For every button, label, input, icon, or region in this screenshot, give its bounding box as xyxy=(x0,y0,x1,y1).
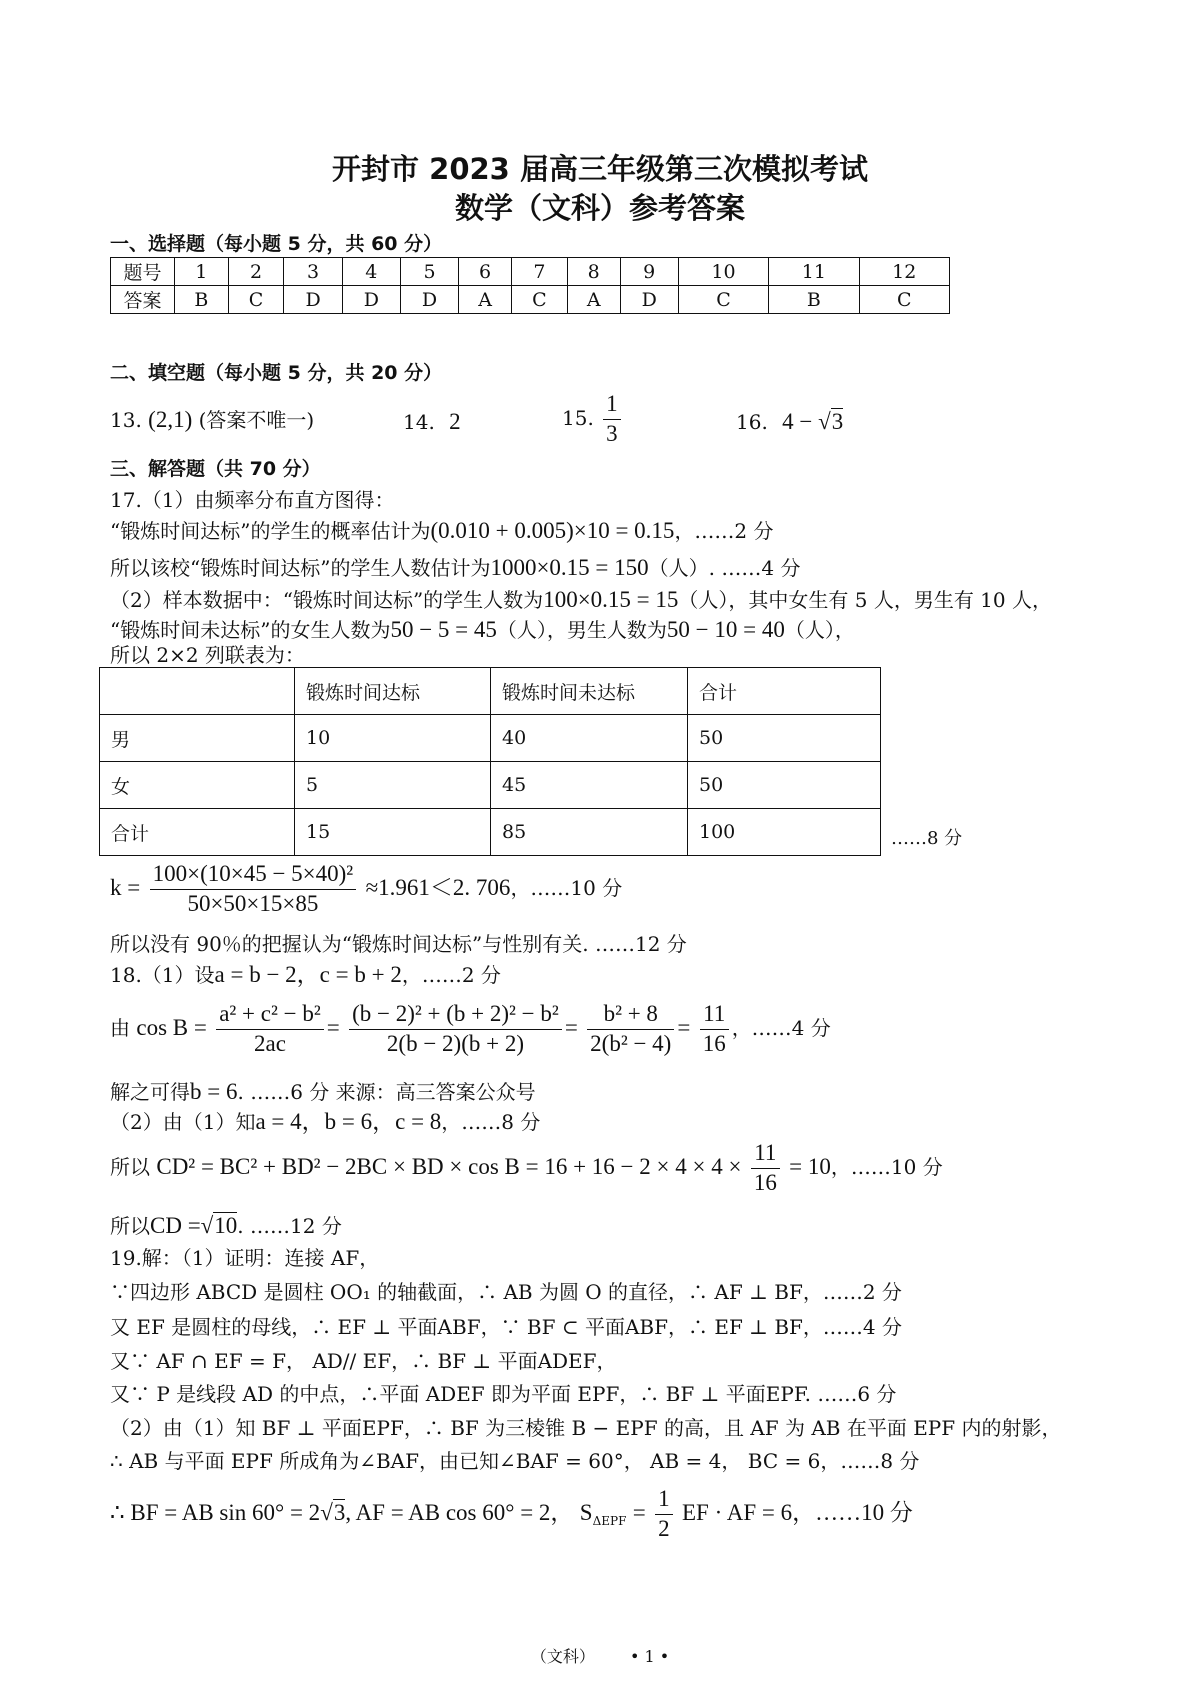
section-2-heading: 二、填空题（每小题 5 分，共 20 分） xyxy=(110,362,443,384)
math: (0.010 + 0.005)×10 = 0.15 xyxy=(430,518,675,543)
table-cell: 50 xyxy=(688,715,881,762)
score: . ……12 分 xyxy=(237,1214,342,1238)
sqrt-radicand: 10 xyxy=(214,1213,238,1238)
choice-answer-table xyxy=(110,257,950,314)
table-cell: 100 xyxy=(688,809,881,856)
equals: = xyxy=(677,1014,691,1040)
score: ，……4 分 xyxy=(731,1015,831,1040)
score: ，……8 分 xyxy=(441,1110,541,1134)
math: b = 6 xyxy=(190,1079,238,1104)
table-cell: 锻炼时间达标 xyxy=(295,668,491,715)
math: = 10 xyxy=(789,1153,831,1179)
math: CD² = BC² + BD² − 2BC × BD × cos B = 16 + 16 − 2 × 4 × 4 × xyxy=(156,1153,742,1179)
table-cell: C xyxy=(678,286,768,314)
table-cell: 2 xyxy=(228,258,284,286)
fraction-numerator: 100×(10×45 − 5×40)² xyxy=(150,860,357,890)
p17-line-2 xyxy=(110,517,774,546)
fraction-denominator: 2ac xyxy=(254,1030,286,1056)
table-cell: D xyxy=(284,286,342,314)
score: ，……2 分 xyxy=(674,519,774,543)
sqrt-sign: √ xyxy=(320,1499,333,1525)
fraction-numerator: b² + 8 xyxy=(587,1000,674,1030)
equals: = xyxy=(326,1014,340,1040)
math: k = xyxy=(110,874,141,900)
math: CD = xyxy=(150,1213,201,1238)
fraction-numerator: 11 xyxy=(700,1000,729,1030)
table-cell: 12 xyxy=(859,258,949,286)
q16-answer xyxy=(736,408,843,437)
q16-number: 16. xyxy=(736,410,768,434)
table-cell: 男 xyxy=(100,715,295,762)
table-cell: 9 xyxy=(620,258,678,286)
page-subtitle: 数学（文科）参考答案 xyxy=(454,191,745,225)
math: a = b − 2，c = b + 2 xyxy=(214,962,402,987)
p18-cos-formula xyxy=(110,1000,831,1059)
p18-line-3 xyxy=(110,1078,536,1107)
p19-line-7: ∴ AB 与平面 EPF 所成角为∠BAF，由已知∠BAF = 60°， AB = 4， BC = 6，……8 分 xyxy=(110,1449,920,1473)
table-cell: 85 xyxy=(491,809,688,856)
contingency-table xyxy=(99,667,881,856)
table-cell: 50 xyxy=(688,762,881,809)
fraction xyxy=(655,1485,673,1544)
fraction xyxy=(700,1000,729,1059)
equals: = xyxy=(564,1014,578,1040)
fraction-denominator: 16 xyxy=(753,1169,777,1195)
text: （2）样本数据中：“锻炼时间达标”的学生人数为 xyxy=(110,588,544,612)
table-cell: C xyxy=(512,286,568,314)
page-number: • 1 • xyxy=(629,1647,670,1666)
score: ，……10 分 xyxy=(510,875,623,900)
p17-line-4 xyxy=(110,586,1052,615)
text: 所以 xyxy=(110,1154,150,1179)
q14-value: 2 xyxy=(449,409,461,434)
table-cell: 15 xyxy=(295,809,491,856)
sqrt-radicand: 3 xyxy=(333,1499,346,1525)
sqrt-sign: √ xyxy=(200,1213,214,1238)
section-1-heading: 一、选择题（每小题 5 分，共 60 分） xyxy=(110,233,443,255)
table-cell: 8 xyxy=(567,258,620,286)
footer-label: （文科） xyxy=(530,1647,595,1666)
math: ≈1.961＜2. 706 xyxy=(365,874,511,900)
fraction-numerator: 1 xyxy=(603,390,621,420)
table-cell: 40 xyxy=(491,715,688,762)
p18-line-5 xyxy=(110,1139,943,1198)
q13-value: (2,1) xyxy=(148,407,193,432)
fraction xyxy=(751,1139,780,1198)
p19-line-1: 19.解：（1）证明：连接 AF， xyxy=(110,1246,380,1270)
fraction-denominator: 16 xyxy=(702,1030,726,1056)
math: 50 − 10 = 40 xyxy=(666,617,785,642)
q16-value xyxy=(782,409,843,434)
math: 100×0.15 = 15 xyxy=(543,587,679,612)
table-row xyxy=(100,668,881,715)
fraction xyxy=(349,1000,562,1059)
score: ，……10 分 xyxy=(830,1154,943,1179)
table-cell: 5 xyxy=(295,762,491,809)
text: 由 xyxy=(110,1015,130,1040)
fraction-denominator: 2(b − 2)(b + 2) xyxy=(386,1030,524,1056)
q13-note: (答案不唯一) xyxy=(198,408,315,432)
q14-answer xyxy=(403,408,461,437)
q15-answer xyxy=(562,390,624,449)
math: S xyxy=(579,1499,593,1525)
table-cell: 6 xyxy=(459,258,512,286)
table-cell: 合计 xyxy=(688,668,881,715)
fraction xyxy=(587,1000,674,1059)
fraction-numerator: 1 xyxy=(655,1485,673,1515)
fraction-numerator: 11 xyxy=(751,1139,780,1169)
math: ∴ BF = AB sin 60° = 2 xyxy=(110,1499,321,1525)
table-cell: 45 xyxy=(491,762,688,809)
p19-line-4: 又∵ AF ∩ EF = F， AD// EF，∴ BF ⊥ 平面ADEF， xyxy=(110,1349,617,1373)
table-cell: C xyxy=(228,286,284,314)
table-row xyxy=(100,715,881,762)
q13-number: 13. xyxy=(110,408,142,432)
fraction-numerator: (b − 2)² + (b + 2)² − b² xyxy=(349,1000,562,1030)
p18-line-4 xyxy=(110,1108,540,1137)
text: 所以 xyxy=(110,1214,150,1238)
table-cell: 3 xyxy=(284,258,342,286)
p19-line-2: ∵四边形 ABCD 是圆柱 OO₁ 的轴截面，∴ AB 为圆 O 的直径，∴ AF ⊥ BF，……2 分 xyxy=(110,1280,902,1304)
q14-number: 14. xyxy=(403,410,435,434)
table-row xyxy=(100,762,881,809)
text: （人），男生人数为 xyxy=(496,618,667,642)
table-cell: D xyxy=(620,286,678,314)
sqrt-sign: √ xyxy=(818,409,831,434)
table-cell: 1 xyxy=(175,258,229,286)
text: （人）， xyxy=(784,618,855,642)
p19-line-5: 又∵ P 是线段 AD 的中点，∴平面 ADEF 即为平面 EPF，∴ BF ⊥ 平面EPF. ……6 分 xyxy=(110,1382,897,1406)
score: （人）. ……4 分 xyxy=(648,556,801,580)
table-row xyxy=(111,286,950,314)
text: （2）由（1）知 xyxy=(110,1110,256,1134)
p19-line-6: （2）由（1）知 BF ⊥ 平面EPF，∴ BF 为三棱锥 B − EPF 的高，且 AF 为 AB 在平面 EPF 内的射影， xyxy=(110,1416,1062,1440)
table-cell: 5 xyxy=(400,258,458,286)
q15-number: 15. xyxy=(562,405,594,430)
math: 50 − 5 = 45 xyxy=(390,617,497,642)
table-cell: 锻炼时间未达标 xyxy=(491,668,688,715)
table-cell: C xyxy=(859,286,949,314)
table-cell: 10 xyxy=(295,715,491,762)
table-cell: 4 xyxy=(342,258,400,286)
fraction-numerator: a² + c² − b² xyxy=(216,1000,324,1030)
text: 解之可得 xyxy=(110,1080,190,1104)
subscript: ΔEPF xyxy=(592,1513,627,1528)
table-cell: A xyxy=(567,286,620,314)
text: 18.（1）设 xyxy=(110,963,215,987)
fraction-denominator: 3 xyxy=(606,420,618,446)
math: , AF = AB cos 60° = 2， xyxy=(345,1499,574,1525)
p17-conclusion: 所以没有 90％的把握认为“锻炼时间达标”与性别有关. ……12 分 xyxy=(110,932,687,956)
section-3-heading: 三、解答题（共 70 分） xyxy=(110,458,321,480)
p17-k-formula xyxy=(110,860,622,919)
sqrt-radicand: 3 xyxy=(831,409,844,434)
p19-line-8 xyxy=(110,1485,913,1544)
table-cell: 7 xyxy=(512,258,568,286)
p17-line-6: 所以 2×2 列联表为： xyxy=(110,643,305,667)
q15-fraction xyxy=(603,390,621,449)
table-row xyxy=(100,809,881,856)
text: “锻炼时间达标”的学生的概率估计为 xyxy=(110,519,431,543)
k-fraction xyxy=(150,860,357,919)
page-title: 开封市 2023 届高三年级第三次模拟考试 xyxy=(332,152,868,186)
page-footer xyxy=(0,1644,1200,1667)
text: “锻炼时间未达标”的女生人数为 xyxy=(110,618,391,642)
table-cell: A xyxy=(459,286,512,314)
score: ，……2 分 xyxy=(401,963,501,987)
math: = xyxy=(632,1499,646,1525)
math: 1000×0.15 = 150 xyxy=(490,555,649,580)
fraction-denominator: 2(b² − 4) xyxy=(590,1030,672,1056)
p19-line-3: 又 EF 是圆柱的母线，∴ EF ⊥ 平面ABF，∵ BF ⊂ 平面ABF，∴ EF ⊥ BF，……4 分 xyxy=(110,1315,903,1339)
row-label: 题号 xyxy=(111,258,175,286)
fraction-denominator: 2 xyxy=(658,1515,670,1541)
table-cell xyxy=(100,668,295,715)
row-label: 答案 xyxy=(111,286,175,314)
text: （人），其中女生有 5 人，男生有 10 人， xyxy=(678,588,1052,612)
table-cell: 10 xyxy=(678,258,768,286)
p18-line-6 xyxy=(110,1212,342,1241)
text: . ……6 分 来源：高三答案公众号 xyxy=(237,1080,536,1104)
table-score: ……8 分 xyxy=(891,828,963,849)
math: EF · AF = 6，……10 分 xyxy=(681,1499,913,1525)
math: a = 4，b = 6，c = 8 xyxy=(255,1109,442,1134)
fraction-denominator: 50×50×15×85 xyxy=(187,890,319,916)
table-cell: D xyxy=(342,286,400,314)
p17-line-3 xyxy=(110,554,800,583)
p18-line-1 xyxy=(110,961,501,990)
p17-line-1: 17.（1）由频率分布直方图得： xyxy=(110,488,395,512)
q13-answer xyxy=(110,406,314,435)
table-cell: 女 xyxy=(100,762,295,809)
text: 所以该校“锻炼时间达标”的学生人数估计为 xyxy=(110,556,491,580)
p17-line-5 xyxy=(110,616,855,645)
table-cell: 合计 xyxy=(100,809,295,856)
math: cos B = xyxy=(136,1014,207,1040)
table-cell: B xyxy=(175,286,229,314)
table-cell: 11 xyxy=(769,258,859,286)
table-row xyxy=(111,258,950,286)
table-cell: D xyxy=(400,286,458,314)
table-cell: B xyxy=(769,286,859,314)
fraction xyxy=(216,1000,324,1059)
q16-prefix: 4 − xyxy=(782,409,813,434)
